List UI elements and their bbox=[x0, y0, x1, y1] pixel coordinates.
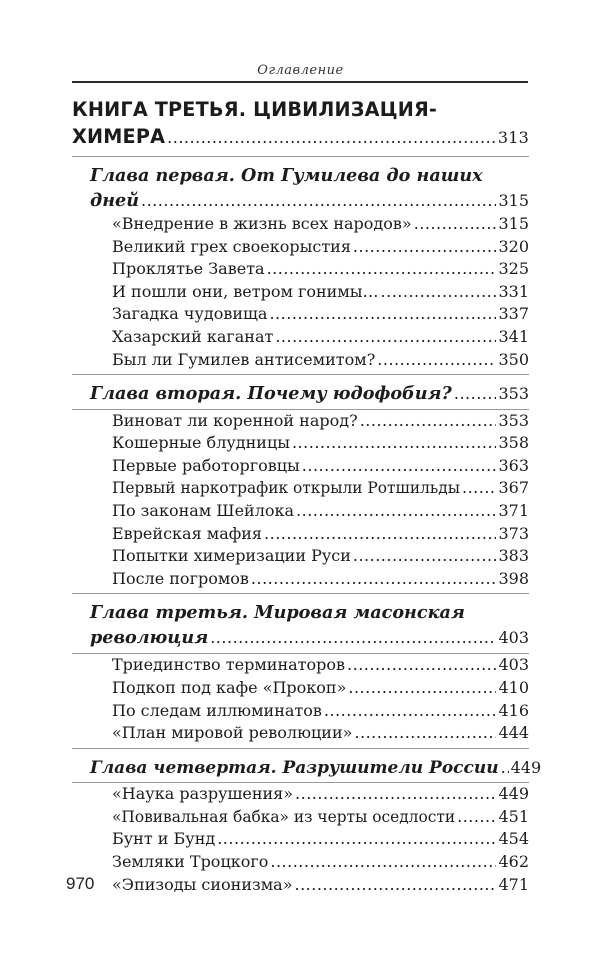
dot-leader bbox=[354, 722, 496, 745]
dot-leader bbox=[295, 783, 496, 806]
dot-leader bbox=[360, 410, 497, 433]
section-title: Загадка чудовища bbox=[112, 304, 268, 324]
dot-leader bbox=[210, 626, 496, 651]
section-entry[interactable] bbox=[72, 523, 529, 546]
section-entry[interactable] bbox=[72, 700, 529, 723]
section-entry[interactable] bbox=[72, 545, 529, 568]
section-entry[interactable] bbox=[72, 874, 529, 897]
chapter-entry[interactable] bbox=[72, 164, 529, 213]
chapter-title-line2: революция bbox=[90, 626, 209, 648]
dot-leader bbox=[302, 455, 497, 478]
section-page: 454 bbox=[498, 829, 529, 849]
dot-leader bbox=[292, 432, 496, 455]
section-title: Триединство терминаторов bbox=[112, 655, 346, 675]
section-page: 331 bbox=[498, 281, 529, 301]
running-head: Оглавление bbox=[257, 63, 344, 78]
dot-leader bbox=[462, 477, 496, 500]
dot-leader bbox=[353, 545, 497, 568]
section-page: 371 bbox=[498, 501, 529, 521]
section-page: 325 bbox=[498, 259, 529, 279]
separator bbox=[72, 593, 529, 594]
dot-leader bbox=[294, 874, 496, 897]
chapter-title: Глава вторая. Почему юдофобия? bbox=[90, 383, 452, 405]
section-title: Попытки химеризации Руси bbox=[112, 546, 351, 566]
section-entry[interactable] bbox=[72, 326, 529, 349]
section-title: «Наука разрушения» bbox=[112, 784, 294, 804]
section-title: Подкоп под кафе «Прокоп» bbox=[112, 678, 347, 697]
dot-leader bbox=[167, 124, 496, 151]
page-number: 970 bbox=[66, 874, 95, 893]
section-page: 350 bbox=[498, 349, 529, 369]
book-page: 313 bbox=[497, 128, 529, 147]
dot-leader bbox=[501, 756, 509, 781]
section-page: 451 bbox=[498, 806, 529, 826]
section-entry[interactable] bbox=[72, 236, 529, 259]
dot-leader bbox=[251, 568, 497, 591]
dot-leader bbox=[324, 700, 497, 723]
section-title: Еврейская мафия bbox=[112, 523, 263, 543]
section-page: 358 bbox=[498, 433, 529, 453]
section-title: Великий грех своекорыстия bbox=[112, 236, 351, 256]
section-entry[interactable] bbox=[72, 303, 529, 326]
book-entry[interactable] bbox=[72, 96, 529, 151]
section-entry[interactable] bbox=[72, 500, 529, 523]
section-title: «План мировой революции» bbox=[112, 723, 353, 743]
section-title: Бунт и Бунд bbox=[112, 829, 216, 849]
section-title: Виноват ли коренной народ? bbox=[112, 410, 358, 430]
section-entry[interactable] bbox=[72, 410, 529, 433]
section-entry[interactable] bbox=[72, 722, 529, 745]
chapter-page: 353 bbox=[498, 384, 529, 404]
section-title: По следам иллюминатов bbox=[112, 700, 322, 720]
section-entry[interactable] bbox=[72, 432, 529, 455]
dot-leader bbox=[267, 258, 497, 281]
section-title: Проклятье Завета bbox=[112, 259, 265, 279]
dot-leader bbox=[217, 828, 496, 851]
dot-leader bbox=[381, 281, 497, 304]
section-page: 315 bbox=[498, 214, 529, 233]
dot-leader bbox=[264, 523, 496, 546]
section-entry[interactable] bbox=[72, 851, 529, 874]
section-page: 363 bbox=[498, 455, 529, 475]
chapter-entry[interactable] bbox=[72, 382, 529, 407]
section-title: По законам Шейлока bbox=[112, 501, 295, 521]
section-page: 398 bbox=[498, 568, 529, 588]
section-page: 449 bbox=[498, 784, 529, 804]
section-entry[interactable] bbox=[72, 213, 529, 236]
chapter-title-line1: Глава третья. Мировая масонская bbox=[90, 602, 465, 624]
section-entry[interactable] bbox=[72, 828, 529, 851]
section-title: «Эпизоды сионизма» bbox=[112, 874, 293, 894]
dot-leader bbox=[347, 654, 496, 677]
dot-leader bbox=[275, 326, 496, 349]
section-page: 337 bbox=[498, 304, 529, 324]
dot-leader bbox=[454, 382, 497, 407]
section-page: 444 bbox=[498, 723, 529, 743]
section-entry[interactable] bbox=[72, 477, 529, 500]
section-entry[interactable] bbox=[72, 455, 529, 478]
section-page: 373 bbox=[498, 523, 529, 543]
chapter-page: 403 bbox=[498, 627, 529, 647]
section-page: 353 bbox=[498, 410, 529, 430]
section-page: 383 bbox=[498, 546, 529, 566]
section-page: 416 bbox=[498, 700, 529, 720]
chapter-entry[interactable] bbox=[72, 601, 529, 650]
dot-leader bbox=[414, 213, 497, 236]
dot-leader bbox=[269, 303, 496, 326]
dot-leader bbox=[296, 500, 496, 523]
chapter-title-line2: дней bbox=[90, 189, 140, 211]
header-rule bbox=[72, 81, 528, 83]
section-entry[interactable] bbox=[72, 783, 529, 806]
section-title: Первые работорговцы bbox=[112, 455, 300, 475]
section-title: Был ли Гумилев антисемитом? bbox=[112, 349, 376, 369]
section-entry[interactable] bbox=[72, 677, 529, 700]
section-entry[interactable] bbox=[72, 654, 529, 677]
section-title: Первый наркотрафик открыли Ротшильды bbox=[112, 479, 460, 498]
section-page: 471 bbox=[498, 874, 529, 894]
section-entry[interactable] bbox=[72, 349, 529, 372]
section-title: «Внедрение в жизнь всех народов» bbox=[112, 214, 412, 233]
chapter-title: Глава четвертая. Разрушители России bbox=[90, 757, 499, 778]
dot-leader bbox=[348, 677, 496, 700]
table-of-contents bbox=[72, 96, 542, 896]
book-title-line1: КНИГА ТРЕТЬЯ. ЦИВИЛИЗАЦИЯ- bbox=[72, 98, 438, 121]
dot-leader bbox=[353, 236, 497, 259]
dot-leader bbox=[457, 806, 496, 829]
section-page: 403 bbox=[498, 655, 529, 675]
section-title: «Повивальная бабка» из черты оседлости bbox=[112, 807, 456, 826]
section-entry[interactable] bbox=[72, 568, 529, 591]
section-title: И пошли они, ветром гонимы… bbox=[112, 281, 379, 301]
chapter-title-line1: Глава первая. От Гумилева до наших bbox=[90, 165, 483, 186]
dot-leader bbox=[141, 189, 496, 214]
chapter-page: 449 bbox=[510, 757, 542, 777]
dot-leader bbox=[377, 349, 496, 372]
section-entry[interactable] bbox=[72, 806, 529, 829]
section-page: 320 bbox=[498, 236, 529, 256]
chapter-entry[interactable] bbox=[72, 756, 542, 781]
separator bbox=[72, 748, 529, 749]
section-page: 462 bbox=[498, 852, 529, 872]
section-page: 410 bbox=[498, 678, 529, 697]
section-title: Кошерные блудницы bbox=[112, 433, 290, 453]
section-page: 341 bbox=[498, 326, 529, 346]
book-title-line2: ХИМЕРА bbox=[72, 125, 166, 148]
separator bbox=[72, 156, 529, 157]
section-entry[interactable] bbox=[72, 281, 529, 304]
separator bbox=[72, 374, 529, 375]
section-title: Хазарский каганат bbox=[112, 326, 274, 346]
dot-leader bbox=[270, 851, 496, 874]
section-title: После погромов bbox=[112, 568, 249, 588]
chapter-page: 315 bbox=[498, 190, 529, 210]
section-page: 367 bbox=[498, 478, 529, 498]
section-entry[interactable] bbox=[72, 258, 529, 281]
section-title: Земляки Троцкого bbox=[112, 852, 269, 872]
